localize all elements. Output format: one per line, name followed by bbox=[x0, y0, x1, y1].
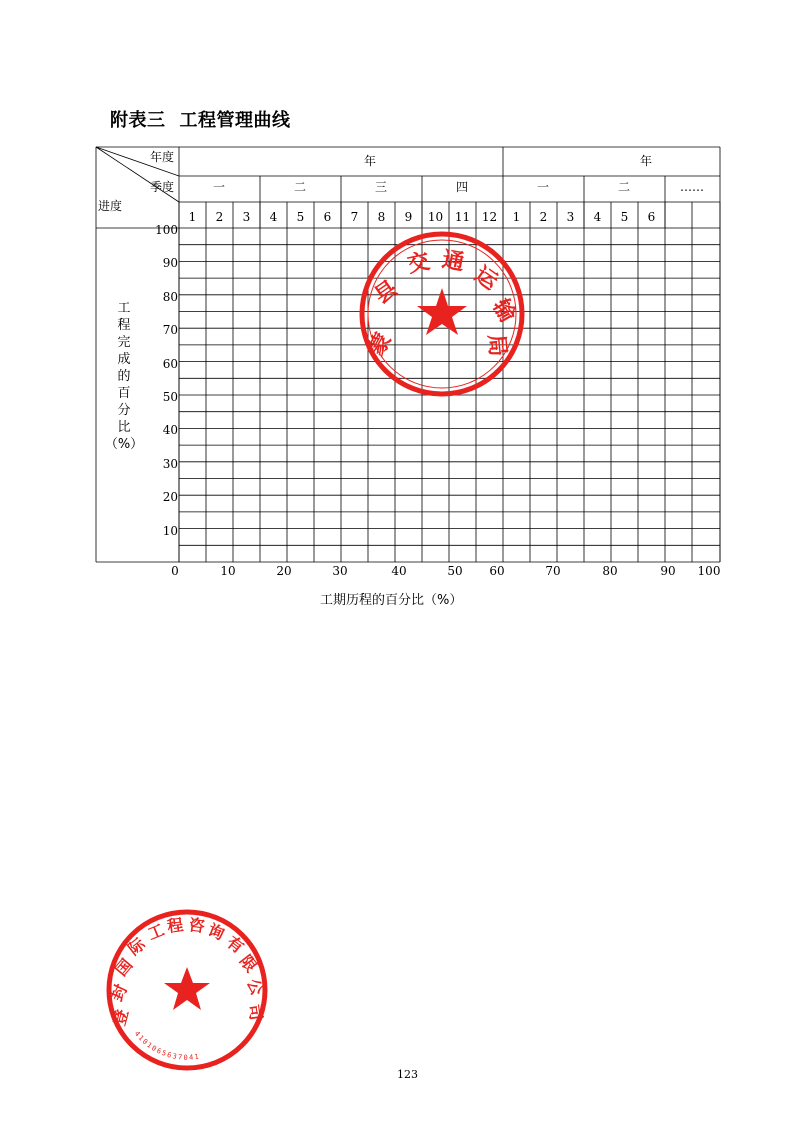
x-tick-label: 10 bbox=[220, 564, 236, 578]
x-tick-label: 80 bbox=[602, 564, 618, 578]
x-axis-caption: 工期历程的百分比（%） bbox=[320, 593, 463, 608]
y-tick-label: 40 bbox=[162, 423, 178, 438]
month-label: 12 bbox=[481, 210, 498, 224]
month-label: 1 bbox=[512, 210, 521, 224]
year1-label: 年 bbox=[364, 154, 377, 168]
x-tick-label: 60 bbox=[489, 564, 505, 578]
x-tick-label: 90 bbox=[660, 564, 676, 578]
y-axis-label-char: 的 bbox=[117, 369, 131, 384]
month-label: 4 bbox=[593, 210, 602, 224]
y-tick-label: 100 bbox=[155, 223, 178, 237]
month-label: 6 bbox=[323, 210, 332, 224]
corner-year-label: 年度 bbox=[150, 150, 175, 164]
svg-text:询: 询 bbox=[205, 920, 228, 944]
month-label: 4 bbox=[269, 210, 278, 224]
svg-text:限: 限 bbox=[235, 951, 261, 976]
svg-text:蒙: 蒙 bbox=[364, 328, 397, 361]
quarter-label: …… bbox=[680, 180, 704, 194]
month-label: 11 bbox=[454, 210, 471, 224]
svg-text:际: 际 bbox=[124, 934, 149, 960]
svg-text:程: 程 bbox=[165, 915, 185, 937]
quarter-label: 二 bbox=[617, 180, 630, 194]
month-label: 6 bbox=[647, 210, 656, 224]
month-label: 10 bbox=[427, 210, 444, 224]
year1-blank bbox=[306, 155, 354, 169]
svg-text:输: 输 bbox=[487, 294, 520, 327]
svg-text:运: 运 bbox=[469, 262, 502, 296]
quarter-label: 二 bbox=[293, 180, 306, 194]
corner-season-label: 季度 bbox=[150, 180, 175, 194]
month-label: 3 bbox=[242, 210, 251, 224]
corner-progress-label: 进度 bbox=[98, 199, 123, 213]
x-tick-label: 70 bbox=[545, 564, 561, 578]
title-prefix: 附表三 bbox=[110, 110, 166, 131]
quarter-label: 一 bbox=[536, 180, 549, 194]
x-tick-label: 100 bbox=[697, 564, 721, 578]
y-tick-label: 60 bbox=[162, 356, 178, 371]
x-tick-label: 20 bbox=[276, 564, 292, 578]
y-axis-label-char: 工 bbox=[117, 301, 131, 316]
x-tick-label: 40 bbox=[391, 564, 407, 578]
month-label: 8 bbox=[377, 210, 386, 224]
y-axis-label-char: 程 bbox=[117, 318, 131, 333]
consulting-company-seal bbox=[104, 907, 270, 1073]
svg-text:交: 交 bbox=[405, 249, 433, 279]
y-axis-label-char: （%） bbox=[104, 437, 144, 452]
y-axis-label-char: 完 bbox=[117, 335, 131, 350]
x-tick-label: 0 bbox=[171, 564, 179, 578]
svg-text:公: 公 bbox=[243, 975, 267, 998]
month-label: 2 bbox=[215, 210, 224, 224]
y-tick-label: 20 bbox=[162, 490, 178, 505]
y-tick-label: 80 bbox=[162, 289, 178, 304]
x-tick-label: 30 bbox=[332, 564, 348, 578]
y-axis-label-char: 分 bbox=[117, 403, 131, 418]
month-label: 5 bbox=[296, 210, 305, 224]
y-axis-label bbox=[104, 300, 144, 453]
svg-text:县: 县 bbox=[370, 276, 403, 310]
month-label: 7 bbox=[350, 210, 359, 224]
svg-text:国: 国 bbox=[111, 955, 137, 980]
month-label: 9 bbox=[404, 210, 413, 224]
svg-text:工: 工 bbox=[144, 920, 167, 944]
y-tick-label: 70 bbox=[162, 323, 178, 338]
year2-blank bbox=[568, 155, 628, 169]
y-tick-label: 10 bbox=[162, 523, 178, 538]
page-number: 123 bbox=[397, 1068, 418, 1081]
year2-label: 年 bbox=[640, 154, 653, 168]
svg-text:局: 局 bbox=[483, 333, 510, 358]
month-label: 1 bbox=[188, 210, 197, 224]
month-label: 2 bbox=[539, 210, 548, 224]
svg-text:通: 通 bbox=[440, 247, 467, 276]
quarter-label: 三 bbox=[374, 180, 387, 194]
quarter-label: 一 bbox=[212, 180, 225, 194]
x-tick-label: 50 bbox=[447, 564, 463, 578]
county-transport-bureau-seal bbox=[356, 228, 528, 400]
seal-star-icon bbox=[417, 288, 467, 335]
title-text: 工程管理曲线 bbox=[179, 110, 291, 131]
seal-star-icon bbox=[164, 967, 210, 1010]
month-label: 5 bbox=[620, 210, 629, 224]
svg-text:司: 司 bbox=[244, 1002, 266, 1022]
svg-text:4101065637041: 4101065637041 bbox=[132, 1029, 201, 1062]
svg-text:封: 封 bbox=[107, 981, 132, 1004]
y-tick-label: 50 bbox=[162, 390, 178, 404]
y-axis-label-char: 比 bbox=[117, 420, 131, 435]
y-axis-label-char: 成 bbox=[117, 352, 131, 367]
y-axis-label-char: 百 bbox=[117, 386, 131, 401]
month-label: 3 bbox=[566, 210, 575, 224]
svg-text:有: 有 bbox=[223, 932, 248, 958]
quarter-label: 四 bbox=[455, 180, 468, 194]
y-tick-label: 90 bbox=[162, 256, 178, 271]
svg-text:登: 登 bbox=[109, 1007, 132, 1028]
svg-text:咨: 咨 bbox=[187, 915, 207, 937]
y-tick-label: 30 bbox=[162, 456, 178, 471]
